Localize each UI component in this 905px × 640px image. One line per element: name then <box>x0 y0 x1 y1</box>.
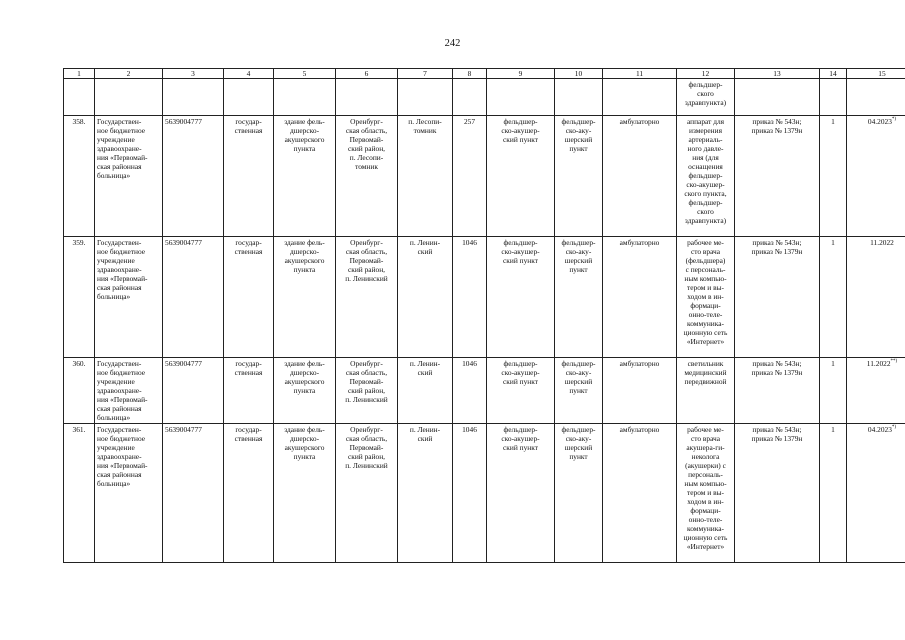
equipment-cell: светильник медицинский передвижной <box>677 358 735 424</box>
column-header: 4 <box>224 69 274 79</box>
facility-type-cell: фельдшер- ско-аку- шерский пункт <box>555 116 603 237</box>
order-cell: приказ № 543н; приказ № 1379н <box>735 358 820 424</box>
order-cell: приказ № 543н; приказ № 1379н <box>735 237 820 358</box>
footnote-mark: *) <box>891 117 897 122</box>
table-row <box>64 237 905 358</box>
quantity-cell: 1 <box>820 358 847 424</box>
footnote-mark: **) <box>890 359 898 364</box>
population-cell: 1046 <box>453 424 487 563</box>
column-header: 1 <box>64 69 95 79</box>
column-header: 14 <box>820 69 847 79</box>
facility-type-cell: фельдшер- ско-аку- шерский пункт <box>555 358 603 424</box>
population-cell: 257 <box>453 116 487 237</box>
care-form-cell: амбулаторно <box>603 358 677 424</box>
row-number: 360. <box>64 358 95 424</box>
date-cell <box>847 237 905 358</box>
date-cell <box>847 116 905 237</box>
ownership-cell: государ- ственная <box>224 237 274 358</box>
row-number: 359. <box>64 237 95 358</box>
row-number: 361. <box>64 424 95 563</box>
column-header: 13 <box>735 69 820 79</box>
ownership-cell: государ- ственная <box>224 116 274 237</box>
column-header: 5 <box>274 69 336 79</box>
column-header: 12 <box>677 69 735 79</box>
facility-cell: фельдшер- ско-акушер- ский пункт <box>487 424 555 563</box>
facility-cell: фельдшер- ско-акушер- ский пункт <box>487 237 555 358</box>
date-value: 11.2022 <box>866 359 891 368</box>
locality-cell: п. Ленин- ский <box>398 358 453 424</box>
column-header: 11 <box>603 69 677 79</box>
equipment-table <box>63 68 905 563</box>
quantity-cell: 1 <box>820 116 847 237</box>
population-cell: 1046 <box>453 358 487 424</box>
order-cell: приказ № 543н; приказ № 1379н <box>735 116 820 237</box>
row-number: 358. <box>64 116 95 237</box>
quantity-cell: 1 <box>820 237 847 358</box>
address-cell: Оренбург- ская область, Первомай- ский район, п. Ленинский <box>336 358 398 424</box>
inn-cell: 5639004777 <box>163 237 224 358</box>
organization-cell: Государствен- ное бюджетное учреждение здравоохране- ния «Первомай- ская районная больница» <box>95 424 163 563</box>
column-header: 9 <box>487 69 555 79</box>
inn-cell: 5639004777 <box>163 424 224 563</box>
column-header: 8 <box>453 69 487 79</box>
column-header: 6 <box>336 69 398 79</box>
facility-type-cell: фельдшер- ско-аку- шерский пункт <box>555 237 603 358</box>
table-row <box>64 116 905 237</box>
footnote-mark: *) <box>891 425 897 430</box>
locality-cell: п. Ленин- ский <box>398 237 453 358</box>
care-form-cell: амбулаторно <box>603 424 677 563</box>
equipment-cell: аппарат для измерения артериаль- ного давле- ния (для оснащения фельдшер- ско-акушер- ского пункта, фельдшер- ского здравпункта) <box>677 116 735 237</box>
population-cell: 1046 <box>453 237 487 358</box>
locality-cell: п. Лесопи- томник <box>398 116 453 237</box>
care-form-cell: амбулаторно <box>603 116 677 237</box>
date-cell <box>847 424 905 563</box>
column-header: 2 <box>95 69 163 79</box>
facility-type-cell: фельдшер- ско-аку- шерский пункт <box>555 424 603 563</box>
building-cell: здание фель- дшерско- акушерского пункта <box>274 116 336 237</box>
date-value: 04.2023 <box>867 117 892 126</box>
date-value: 04.2023 <box>867 425 892 434</box>
equipment-cell: рабочее ме- сто врача акушера-ги- неколога (акушерки) с персональ- ным компью- тером и вы- ходом в ин- формаци- онно-теле- коммуника- ционную сеть «Интернет» <box>677 424 735 563</box>
care-form-cell: амбулаторно <box>603 237 677 358</box>
column-number-row <box>64 69 905 79</box>
table-row <box>64 424 905 563</box>
facility-cell: фельдшер- ско-акушер- ский пункт <box>487 358 555 424</box>
column-header: 15 <box>847 69 905 79</box>
building-cell: здание фель- дшерско- акушерского пункта <box>274 424 336 563</box>
order-cell: приказ № 543н; приказ № 1379н <box>735 424 820 563</box>
table-row <box>64 358 905 424</box>
inn-cell: 5639004777 <box>163 116 224 237</box>
page-number: 242 <box>444 38 461 49</box>
column-header: 3 <box>163 69 224 79</box>
ownership-cell: государ- ственная <box>224 424 274 563</box>
equipment-cell: рабочее ме- сто врача (фельдшера) с персональ- ным компью- тером и вы- ходом в ин- формаци- онно-теле- коммуника- ционную сеть «Интернет» <box>677 237 735 358</box>
date-value: 11.2022 <box>870 238 894 247</box>
quantity-cell: 1 <box>820 424 847 563</box>
date-cell <box>847 358 905 424</box>
address-cell: Оренбург- ская область, Первомай- ский район, п. Ленинский <box>336 424 398 563</box>
column-header: 7 <box>398 69 453 79</box>
inn-cell: 5639004777 <box>163 358 224 424</box>
building-cell: здание фель- дшерско- акушерского пункта <box>274 358 336 424</box>
organization-cell: Государствен- ное бюджетное учреждение здравоохране- ния «Первомай- ская районная больница» <box>95 358 163 424</box>
building-cell: здание фель- дшерско- акушерского пункта <box>274 237 336 358</box>
organization-cell: Государствен- ное бюджетное учреждение здравоохране- ния «Первомай- ская районная больница» <box>95 116 163 237</box>
address-cell: Оренбург- ская область, Первомай- ский район, п. Лесопи- томник <box>336 116 398 237</box>
facility-cell: фельдшер- ско-акушер- ский пункт <box>487 116 555 237</box>
address-cell: Оренбург- ская область, Первомай- ский район, п. Ленинский <box>336 237 398 358</box>
ownership-cell: государ- ственная <box>224 358 274 424</box>
locality-cell: п. Ленин- ский <box>398 424 453 563</box>
continuation-row <box>64 79 905 116</box>
continued-equipment-cell: фельдшер- ского здравпункта) <box>677 79 735 116</box>
organization-cell: Государствен- ное бюджетное учреждение здравоохране- ния «Первомай- ская районная больница» <box>95 237 163 358</box>
column-header: 10 <box>555 69 603 79</box>
